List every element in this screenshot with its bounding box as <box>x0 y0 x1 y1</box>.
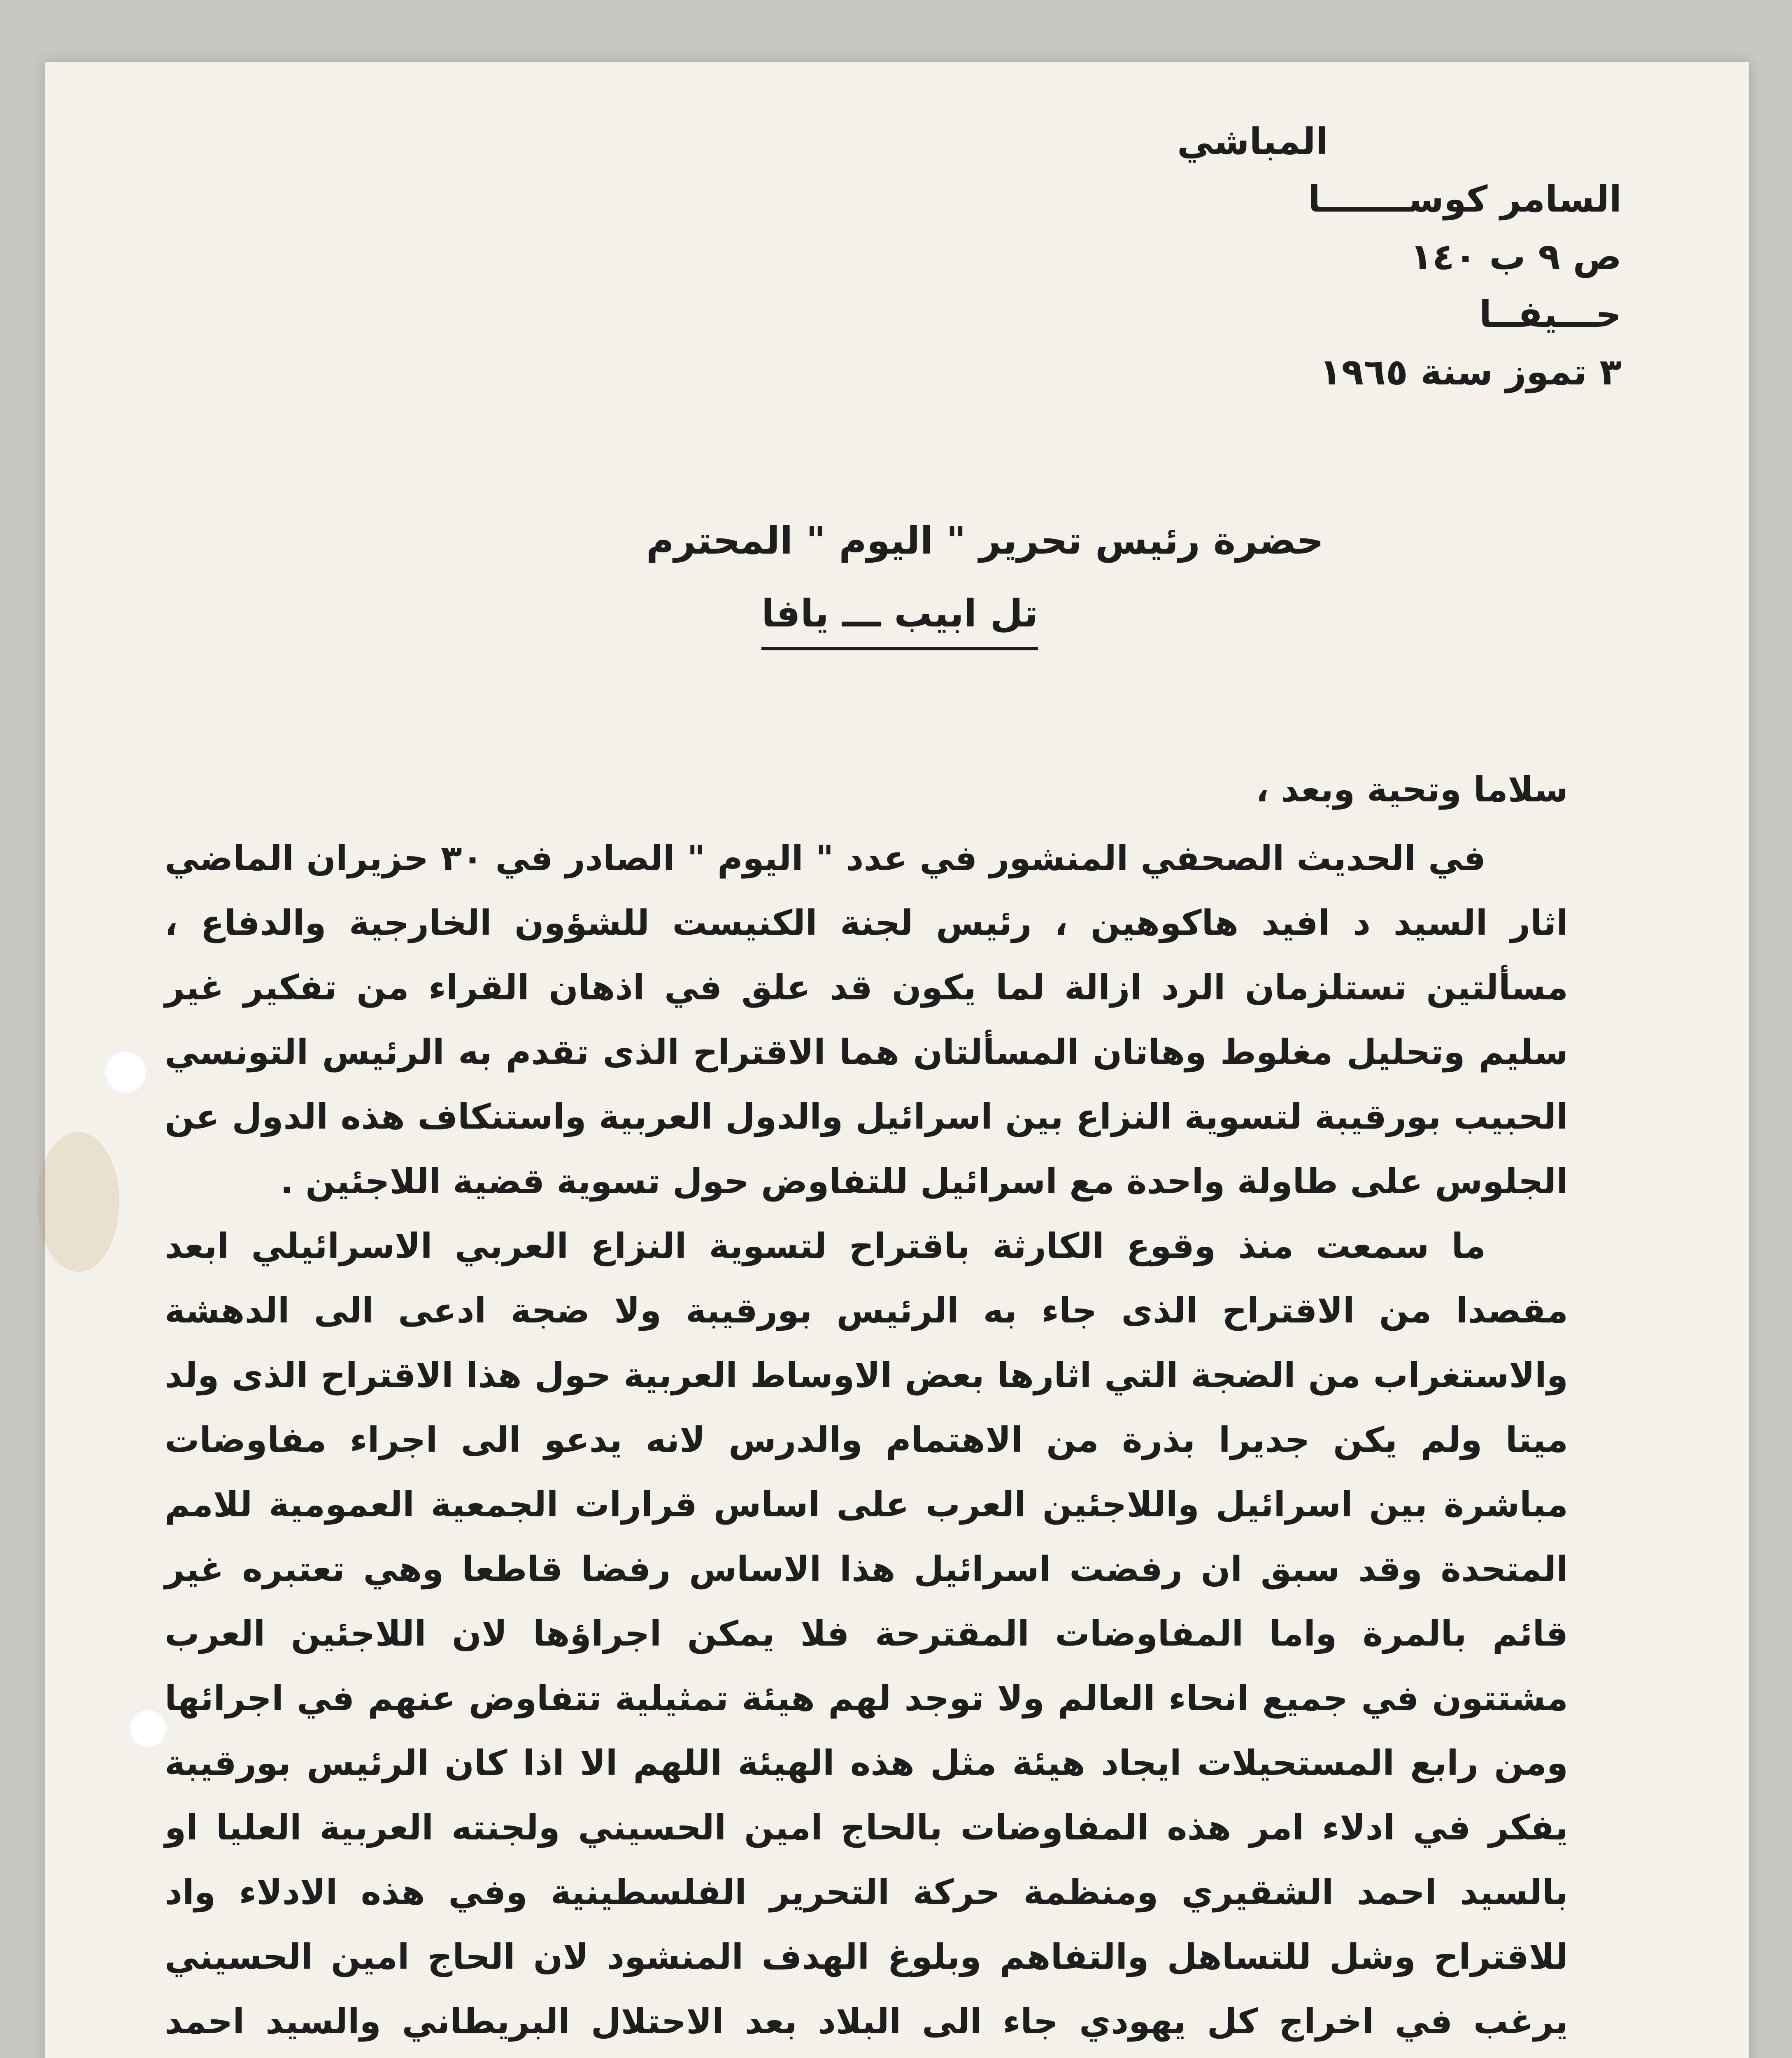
letter-body <box>165 757 1568 2058</box>
punch-hole <box>103 1050 148 1095</box>
sender-title: المباشي <box>1177 120 1328 163</box>
letter-date: ٣ تموز سنة ١٩٦٥ <box>1319 351 1622 393</box>
greeting: سلاما وتحية وبعد ، <box>1256 769 1568 810</box>
punch-hole <box>128 1708 169 1749</box>
paragraph-1: في الحديث الصحفي المنشور في عدد " اليوم " الصادر في ٣٠ حزيران الماضي اثار السيد د افيد هاكوهين ، رئيس لجنة الكنيست للشؤون الخارجية والدفاع ، مسألتين تستلزمان الرد ازالة لما يكون قد علق في اذهان القراء من تفكير غير سليم وتحليل مغلوط وهاتان المسألتان هما الاقتراح الذى تقدم به الرئيس التونسي الحبيب بورقيبة لتسوية النزاع بين اسرائيل والدول العربية واستنكاف هذه الدول عن الجلوس على طاولة واحدة مع اسرائيل للتفاوض حول تسوية قضية اللاجئين . <box>165 838 1568 1201</box>
paragraph-2: ما سمعت منذ وقوع الكارثة باقتراح لتسوية النزاع العربي الاسرائيلي ابعد مقصدا من الاقتراح الذى جاء به الرئيس بورقيبة ولا ضجة ادعى الى الدهشة والاستغراب من الضجة التي اثارها بعض الاوساط العربية حول هذا الاقتراح الذى ولد ميتا ولم يكن جديرا بذرة من الاهتمام والدرس لانه يدعو الى اجراء مفاوضات مباشرة بين اسرائيل واللاجئين العرب على اساس قرارات الجمعية العمومية للامم المتحدة وقد سبق ان رفضت اسرائيل هذا الاساس رفضا قاطعا وهي تعتبره غير قائم بالمرة واما المفاوضات المقترحة فلا يمكن اجراؤها لان اللاجئين العرب مشتتون في جميع انحاء العالم ولا توجد لهم هيئة تمثيلية تتفاوض عنهم في اجرائها ومن رابع المستحيلات ايجاد هيئة مثل هذه الهيئة اللهم الا اذا كان الرئيس بورقيبة يفكر في ادلاء امر هذه المفاوضات بالحاج امين الحسيني ولجنته العربية العليا او بالسيد احمد الشقيري ومنظمة حركة التحرير الفلسطينية وفي هذه الادلاء واد للاقتراح وشل للتساهل والتفاهم وبلوغ الهدف المنشود لان الحاج امين الحسيني يرغب في اخراج كل يهودي جاء الى البلاد بعد الاحتلال البريطاني والسيد احمد <box>165 1226 1568 2042</box>
letter-header <box>963 120 1622 412</box>
sender-name: السامر كوســـــــا <box>1308 178 1622 220</box>
recipient-address <box>646 519 1552 650</box>
sender-city: حـــيفــا <box>1479 293 1622 335</box>
paper-stain <box>37 1132 119 1272</box>
recipient-line: حضرة رئيس تحرير " اليوم " المحترم <box>646 519 1324 563</box>
letter-page <box>45 62 1749 2058</box>
recipient-location: تل ابيب ـــ يافا <box>761 591 1038 650</box>
sender-po-box: ص ٩ ب ١٤٠ <box>1410 235 1622 278</box>
